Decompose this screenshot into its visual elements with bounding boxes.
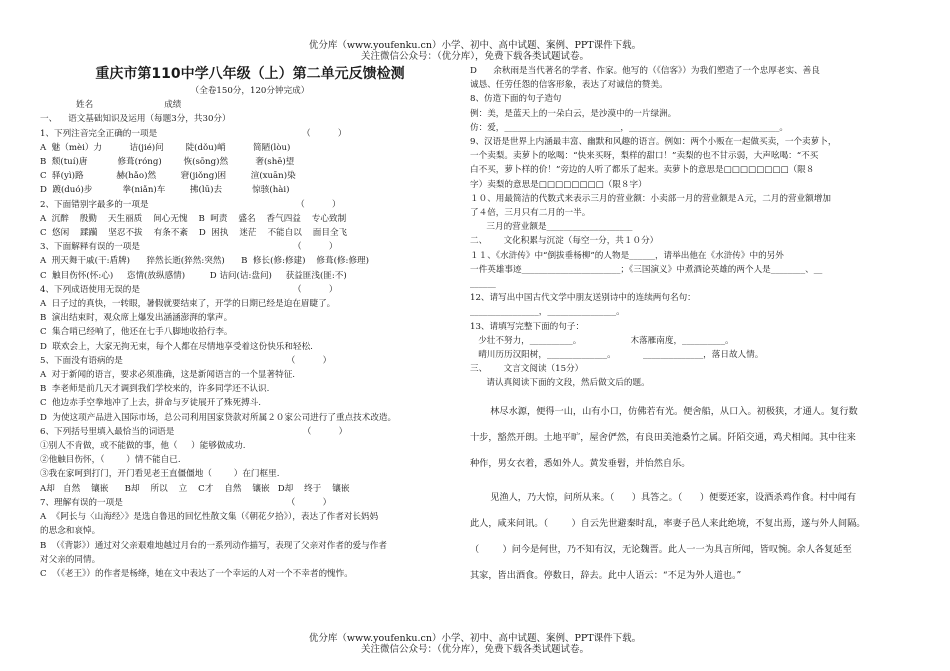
question-line: 晴川历历汉阳树，______________。 ______________，落日故人情。 bbox=[470, 350, 764, 361]
footer-line-1: 优分库（www.youfenku.cn）小学、初中、高中试题、案例、PPT课件下载。 bbox=[308, 633, 642, 644]
question-line: ①别人不肯做，或不能做的事，他（ ）能够做成功. bbox=[40, 441, 246, 452]
classical-passage-2 bbox=[470, 485, 910, 589]
question-line: 了４倍，三月只有二月的一半。 bbox=[470, 208, 591, 219]
question-line: 一个卖梨。卖萝卜的吆喝：“快来买呀，梨样的甜口！”卖梨的也不甘示弱，大声吆喝：“不买 bbox=[470, 151, 819, 162]
question-line: D 联欢会上，大家无拘无束，每个人都在尽情地享受着这份快乐和轻松. bbox=[40, 341, 313, 352]
header-line-1: 优分库（www.youfenku.cn）小学、初中、高中试题、案例、PPT课件下载。 bbox=[308, 40, 642, 51]
question-line: B 颓(tuí)唐 修葺(róng) 恢(sōng)然 奢(shē)望 bbox=[40, 157, 295, 168]
page-header bbox=[0, 40, 950, 62]
right-column bbox=[470, 64, 910, 589]
question-line: 5、下面没有语病的是 （ ） bbox=[40, 355, 332, 366]
classical-passage-1 bbox=[470, 399, 910, 477]
question-line: A 日子过的真快，一转眼，暑假就要结束了，开学的日期已经是迫在眉睫了。 bbox=[40, 299, 336, 310]
question-line: 字）卖梨的意思是□□□□□□□□（限８字） bbox=[470, 179, 647, 190]
question-line: 三月的营业额是____________________ bbox=[470, 222, 633, 233]
question-line: 13、请填写完整下面的句子： bbox=[470, 321, 585, 332]
passage-line: 见渔人，乃大惊，问所从来。（ ）具答之。（ ）便要还家，设酒杀鸡作食。村中闻有 bbox=[490, 491, 857, 503]
question-line: D 为使这项产品进入国际市场，总公司利用国家贷款对所属２０家公司进行了重点技术改造。 bbox=[40, 412, 397, 423]
question-line: １０、用最简洁的代数式来表示三月的营业额：小卖部一月的营业额是Ａ元，二月的营业额增加 bbox=[470, 193, 831, 204]
passage-line: 种作，男女衣着，悉如外人。黄发垂髫，并怡然自乐。 bbox=[470, 457, 691, 469]
question-line: C 触目伤怀(怀:心) 恣情(放纵感情) D 诘问(诘:盘问) 获益匪浅(匪:不) bbox=[40, 270, 347, 281]
question-line: ______ bbox=[470, 279, 496, 290]
question-line: C 悠闲 蹂躏 坚忍不拔 有条不紊 D 困执 迷茫 不能自以 面目全飞 bbox=[40, 228, 348, 239]
passage-line: 十步，豁然开朗。土地平旷，屋舍俨然，有良田美池桑竹之属。阡陌交通，鸡犬相闻。其中往来 bbox=[470, 431, 856, 443]
left-question-list bbox=[40, 112, 460, 581]
question-line: C 他边赤手空拳地冲了上去，拼命与歹徒展开了殊死搏斗. bbox=[40, 398, 262, 409]
question-line: 诚恳、任劳任怨的信客形象，表达了对诚信的赞美。 bbox=[470, 80, 668, 91]
question-line: 1、下列注音完全正确的一项是 （ ） bbox=[40, 128, 347, 139]
question-line: B 演出结束时，观众席上爆发出涵涵澎湃的掌声。 bbox=[40, 313, 233, 324]
question-line: ③我在家呵到打门，开门看见老王直僵僵地（ ）在门框里. bbox=[40, 469, 280, 480]
question-line: ________________，________________。 bbox=[470, 307, 625, 318]
right-question-list bbox=[470, 64, 910, 391]
header-line-2: 关注微信公众号：（优分库），免费下载各类试题试卷。 bbox=[360, 51, 589, 62]
question-line: 9、汉语是世界上内涵最丰富、幽默和风趣的语言。例如：两个小贩在一起做买卖，一个卖萝卜， bbox=[470, 137, 837, 148]
passage-line: 林尽水源，便得一山，山有小口，仿佛若有光。便舍船，从口入。初极狭，才通人。复行数 bbox=[490, 405, 858, 417]
question-line: 6、下列括号里填入最恰当的词语是 （ ） bbox=[40, 426, 348, 437]
page-footer bbox=[0, 633, 950, 655]
footer-line-2: 关注微信公众号：（优分库），免费下载各类试题试卷。 bbox=[360, 644, 589, 655]
question-line: 少壮不努力，__________。 木落雁南度，__________。 bbox=[470, 335, 734, 346]
question-line: 请认真阅读下面的文段，然后做文后的题。 bbox=[470, 378, 650, 389]
question-line: A 沉醉 殷勤 天生丽质 间心无愧 B 呵责 盛名 香气四益 专心致制 bbox=[40, 213, 347, 224]
question-line: B （《背影》）通过对父亲艰难地越过月台的一系列动作描写，表现了父亲对作者的爱与作者 bbox=[40, 540, 387, 551]
question-line: C 集合哨已经响了，他还在七手八脚地收拾行李。 bbox=[40, 327, 233, 338]
question-line: A 魅（mèi）力 诘(jié)问 陡(dǒu)峭 简陋(lòu) bbox=[40, 142, 291, 153]
question-line: 三、 文言文阅读（15分） bbox=[470, 364, 584, 375]
question-line: 一件英雄事迹_______________________；《三国演义》中煮酒论英雄的两个人是________、__ bbox=[470, 264, 823, 275]
question-line: 白不买，萝卜样的价！”旁边的人听了都乐了起来。卖萝卜的意思是□□□□□□□□（限８ bbox=[470, 165, 815, 176]
name-score-line: 姓名 成绩 bbox=[76, 100, 182, 111]
passage-line: （ ）问今是何世，乃不知有汉，无论魏晋。此人一一为具言所闻，皆叹惋。余人各复延至 bbox=[470, 543, 852, 555]
passage-line: 此人，咸来问讯。（ ）自云先世避秦时乱，率妻子邑人来此绝境，不复出焉，遂与外人间隔。 bbox=[470, 517, 866, 529]
question-line: 12、请写出中国古代文学中朋友送别诗中的连续两句名句： bbox=[470, 293, 696, 304]
question-line: A 对于新闻的语言，要求必须准确，这是新闻语言的一个显著特征. bbox=[40, 370, 296, 381]
question-line: C （《老王》）的作者是杨绛，她在文中表达了一个幸运的人对一个不幸者的愧怍。 bbox=[40, 568, 353, 579]
question-line: １１、《水浒传》中“倒拔垂杨柳”的人物是______，请举出他在《水浒传》中的另外 bbox=[470, 250, 784, 261]
question-line: 的思念和哀悼。 bbox=[40, 526, 101, 537]
question-line: 二、 文化积累与沉淀（每空一分，共１０分） bbox=[470, 236, 659, 247]
question-line: 一、 语文基础知识及运用（每题3分，共30分） bbox=[40, 114, 231, 125]
exam-title: 重庆市第110中学八年级（上）第二单元反馈检测 bbox=[95, 66, 405, 82]
left-column bbox=[40, 64, 460, 581]
exam-subtitle: （全卷150分，120分钟完成） bbox=[190, 86, 310, 96]
question-line: 例：美，是蓝天上的一朵白云，是沙漠中的一片绿洲。 bbox=[470, 108, 677, 119]
question-line: 2、下面错别字最多的一项是 （ ） bbox=[40, 199, 341, 210]
question-line: A 《阿长与〈山海经〉》是选自鲁迅的回忆性散文集（《朝花夕拾》），表达了作者对长妈妈 bbox=[40, 512, 379, 523]
question-line: 3、下面解释有误的一项是 （ ） bbox=[40, 242, 338, 253]
question-line: A 刑天舞干戚(干:盾牌) 猝然长逝(猝然:突然) B 修长(修:修建) 修葺(修:修理) bbox=[40, 256, 369, 267]
question-line: 4、下列成语使用无误的是 （ ） bbox=[40, 284, 338, 295]
question-line: 8、仿造下面的句子造句 bbox=[470, 94, 562, 105]
question-line: 对父亲的同情。 bbox=[40, 554, 101, 565]
question-line: B 李老师是前几天才调到我们学校来的，许多同学还不认识. bbox=[40, 384, 270, 395]
question-line: D 踱(duó)步 拳(niǎn)车 拂(lū)去 惊骇(hài) bbox=[40, 185, 290, 196]
question-line: A却 自然 镶嵌 B却 所以 立 C才 自然 镶嵌 D却 终于 镶嵌 bbox=[40, 483, 350, 494]
question-line: 7、理解有误的一项是 （ ） bbox=[40, 497, 332, 508]
question-line: 仿：爱，___________________________，___________________________________。 bbox=[470, 122, 788, 133]
question-line: C 驿(yì)路 赫(hǎo)然 窘(jiǒng)困 渲(xuān)染 bbox=[40, 171, 296, 182]
question-line: ②他触目伤怀，（ ）情不能自已. bbox=[40, 455, 181, 466]
question-line: D 余秋雨是当代著名的学者、作家。他写的（《信客》）为我们塑造了一个忠厚老实、善良 bbox=[470, 66, 820, 76]
passage-line: 其家，皆出酒食。停数日，辞去。此中人语云：“不足为外人道也。” bbox=[470, 569, 742, 581]
